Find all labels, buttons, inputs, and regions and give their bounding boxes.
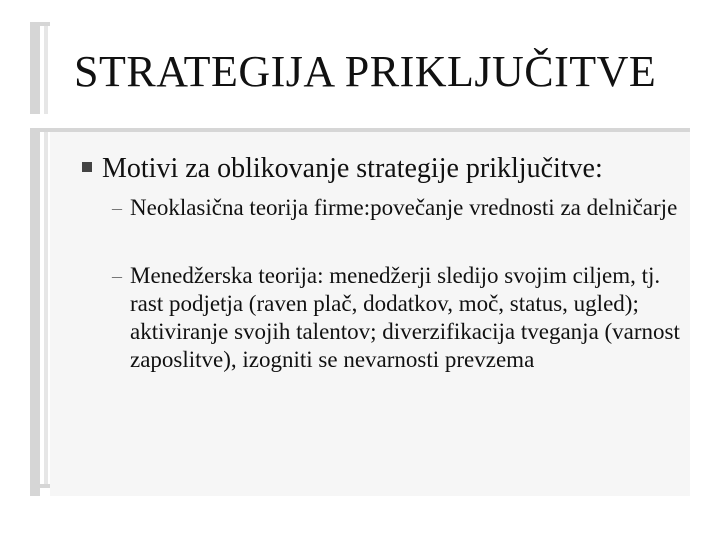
title-accent-line [44, 22, 48, 114]
sub-bullet-text: Neoklasična teorija firme:povečanje vrednosti za delničarje [130, 195, 678, 220]
sub-bullet-text: Menedžerska teorija: menedžerji sledijo svojim ciljem, tj. rast podjetja (raven plač, dodatkov, moč, status, ugled); aktiviranje svojih talentov; diverzifikacija tveganja (varnost zaposlitve), izogniti se nevarnosti prevzema [130, 263, 680, 372]
sub-bullet-2 [112, 262, 682, 374]
dash-bullet-icon: – [112, 197, 122, 219]
body-top-rule [30, 128, 690, 132]
main-bullet-text: Motivi za oblikovanje strategije priključitve: [102, 153, 603, 184]
slide-title: STRATEGIJA PRIKLJUČITVE [74, 47, 657, 96]
body-accent-line [44, 128, 48, 484]
title-accent-bar [30, 22, 40, 114]
sub-bullet-1 [112, 194, 682, 222]
dash-bullet-icon: – [112, 265, 122, 287]
title-accent-cap [30, 22, 50, 26]
square-bullet-icon [82, 162, 92, 172]
body-accent-foot [30, 484, 50, 488]
body-accent-bar [30, 128, 40, 496]
